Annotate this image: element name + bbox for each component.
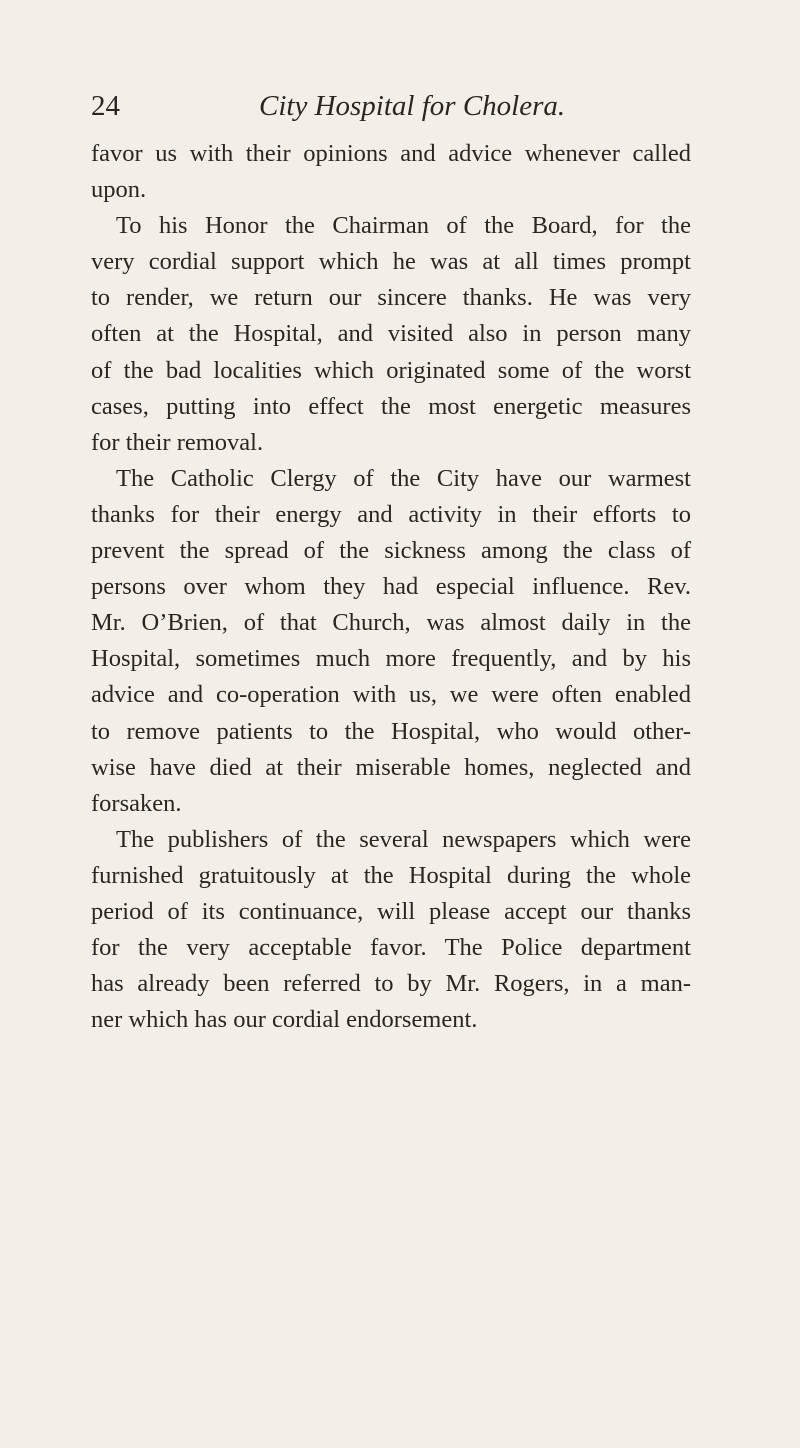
text-line: wise have died at their miserable homes, neglected and	[91, 753, 691, 781]
page-number: 24	[91, 90, 120, 122]
text-line: thanks for their energy and activity in their efforts to	[91, 500, 691, 528]
running-title: City Hospital for Cholera.	[259, 90, 566, 122]
body-text	[91, 136, 691, 1038]
text-line: advice and co-operation with us, we were often enabled	[91, 681, 691, 709]
text-line: of the bad localities which originated some of the worst	[91, 356, 691, 384]
text-line: to render, we return our sincere thanks. He was very	[91, 284, 691, 312]
text-line: To his Honor the Chairman of the Board, for the	[116, 212, 691, 240]
text-line: favor us with their opinions and advice whenever called	[91, 140, 691, 167]
text-line: period of its continuance, will please accept our thanks	[91, 897, 691, 925]
text-line: forsaken.	[91, 789, 182, 817]
text-line: for their removal.	[91, 428, 264, 456]
text-line: often at the Hospital, and visited also in person many	[91, 320, 691, 348]
text-line: cases, putting into effect the most energetic measures	[91, 392, 691, 420]
text-line: The publishers of the several newspapers which were	[116, 825, 691, 853]
text-line: persons over whom they had especial influence. Rev.	[91, 573, 691, 601]
text-line: has already been referred to by Mr. Rogers, in a man-	[91, 970, 691, 998]
text-line: ner which has our cordial endorsement.	[91, 1006, 478, 1034]
text-line: for the very acceptable favor. The Police department	[91, 934, 691, 962]
text-line: Mr. O’Brien, of that Church, was almost daily in the	[91, 609, 691, 637]
text-line: upon.	[91, 176, 147, 204]
text-line: furnished gratuitously at the Hospital during the whole	[91, 861, 691, 889]
text-line: The Catholic Clergy of the City have our warmest	[116, 464, 691, 492]
text-line: prevent the spread of the sickness among the class of	[91, 537, 691, 565]
text-line: very cordial support which he was at all times prompt	[91, 248, 691, 276]
text-line: Hospital, sometimes much more frequently, and by his	[91, 645, 691, 673]
running-head	[91, 86, 711, 126]
text-line: to remove patients to the Hospital, who would other-	[91, 717, 691, 745]
